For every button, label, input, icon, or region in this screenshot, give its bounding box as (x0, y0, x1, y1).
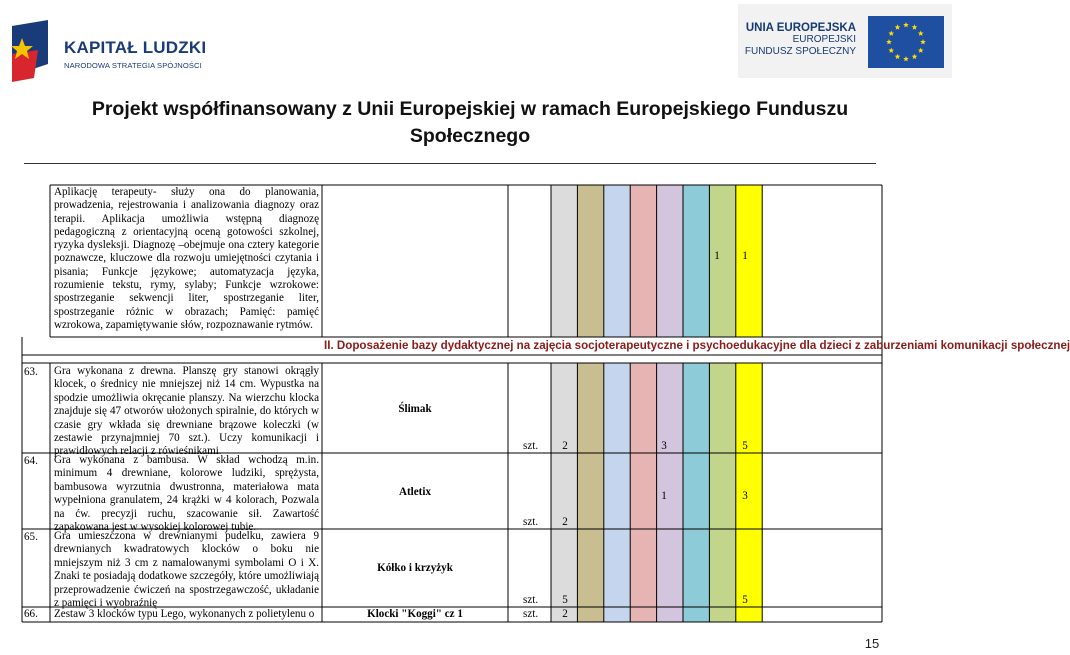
row-value-tan: 2 (562, 608, 568, 620)
top-row-description: Aplikację terapeuty- służy ona do planowania, prowadzenia, rejestrowania i analizowania diagnozy oraz terapii. Aplikacja umożliwia wstępną diagnozę pedagogiczną z orientacyjną oceną gotowości szkolnej, ryzyka dysleksji. Diagnozę –obejmuje ona cztery kategorie poznawcze, kluczowe dla rozwoju umiejętności czytania i pisania; Funkcje językowe; automatyzacja języka, rozumienie tekstu, rymy, sylaby; Funkcje wzrokowe: spostrzeganie sekwencji liter, spostrzeganie liter, spostrzeganie różnic w obrazach; Pamięć: pamięć wzrokowa, zapamiętywanie słów, rozpoznawanie rytmów. (54, 186, 319, 331)
row-description: Gra wykonana z drewna. Planszę gry stanowi okrągły klocek, o średnicy nie mniejszej niż 14 cm. Wypustka na spodzie umożliwia okręcanie planszy. Na wierzchu klocka znajduje się 47 otworów ułożonych spiralnie, do których w czasie gry wkłada się drewniane brązowe koleczki (w zestawie przynajmniej 70 szt.). Uczy komunikacji i prawidłowych relacji z rówieśnikami. (54, 365, 319, 458)
row-unit: szt. (523, 594, 539, 606)
row-value-mauve: 3 (661, 440, 667, 452)
page-number: 15 (864, 636, 880, 651)
row-description: Gra wykonana z bambusa. W skład wchodzą m.in. minimum 4 drewniane, kolorowe ludziki, sprężysta, bambusowa wyrzutnia dwustronna, materiałowa mata wypełniona granulatem, 24 krążki w 4 kolorach, Pozwala na ćw. precyzji ruchu, szacowanie sił. Zawartość zapakowana jest w wysokiej kolorowej tubie. (54, 454, 319, 534)
row-value-yellow: 5 (742, 594, 748, 606)
section-header: II. Doposażenie bazy dydaktycznej na zajęcia socjoterapeutyczne i psychoedukacyjne dla dzieci z zaburzeniami komunikacji społecznej (324, 339, 1070, 352)
row-item-name: Kółko i krzyżyk (377, 562, 453, 574)
eu-logo-line3: FUNDUSZ SPOŁECZNY (744, 46, 856, 57)
value-column-fill (551, 363, 577, 622)
top-row-value-yellow: 1 (742, 250, 748, 262)
value-column-fill (577, 363, 603, 622)
value-column-fill (604, 363, 630, 622)
row-value-tan: 2 (562, 516, 568, 528)
row-item-name: Ślimak (398, 403, 432, 415)
page-heading-line1: Projekt współfinansowany z Unii Europejskiej w ramach Europejskiego Funduszu (91, 98, 849, 120)
value-column-fill (657, 185, 683, 337)
value-column-fill (604, 185, 630, 337)
row-item-name: Klocki "Koggi" cz 1 (367, 608, 463, 620)
row-unit: szt. (523, 440, 539, 452)
value-column-fill (577, 185, 603, 337)
value-column-fill (551, 185, 577, 337)
row-number: 64. (24, 455, 38, 467)
row-value-tan: 2 (562, 440, 568, 452)
row-value-tan: 5 (562, 594, 568, 606)
row-value-mauve: 1 (661, 490, 667, 502)
page-heading-line2: Społecznego (409, 125, 531, 147)
value-column-fill (683, 363, 709, 622)
row-number: 63. (24, 366, 38, 378)
value-column-fill (630, 185, 656, 337)
row-description: Zestaw 3 klocków typu Lego, wykonanych z polietylenu o (54, 608, 315, 620)
row-unit: szt. (523, 516, 539, 528)
eu-logo-line2: EUROPEJSKI (792, 34, 856, 45)
value-column-fill (709, 363, 735, 622)
row-unit: szt. (523, 608, 539, 620)
row-description: Gra umieszczona w drewnianymi pudelku, zawiera 9 drewnianych kwadratowych klocków o boku nie mniejszym niż 3 cm z namalowanymi symbolami O i X. Znaki te posiadają dodatkowe szczegóły, które umożliwiają przeprowadzenie ćwiczeń na spostrzegawczość, układanie z pamięci i wyobraźnię (54, 530, 319, 610)
kapital-ludzki-title: KAPITAŁ LUDZKI (64, 38, 207, 57)
row-value-yellow: 5 (742, 440, 748, 452)
row-number: 66. (24, 608, 38, 620)
row-value-yellow: 3 (742, 490, 748, 502)
row-number: 65. (24, 531, 38, 543)
row-item-name: Atletix (398, 486, 432, 498)
kapital-ludzki-subtitle: NARODOWA STRATEGIA SPÓJNOŚCI (64, 61, 202, 70)
eu-logo-line1: UNIA EUROPEJSKA (745, 22, 856, 34)
top-row-value-green: 1 (714, 250, 720, 262)
